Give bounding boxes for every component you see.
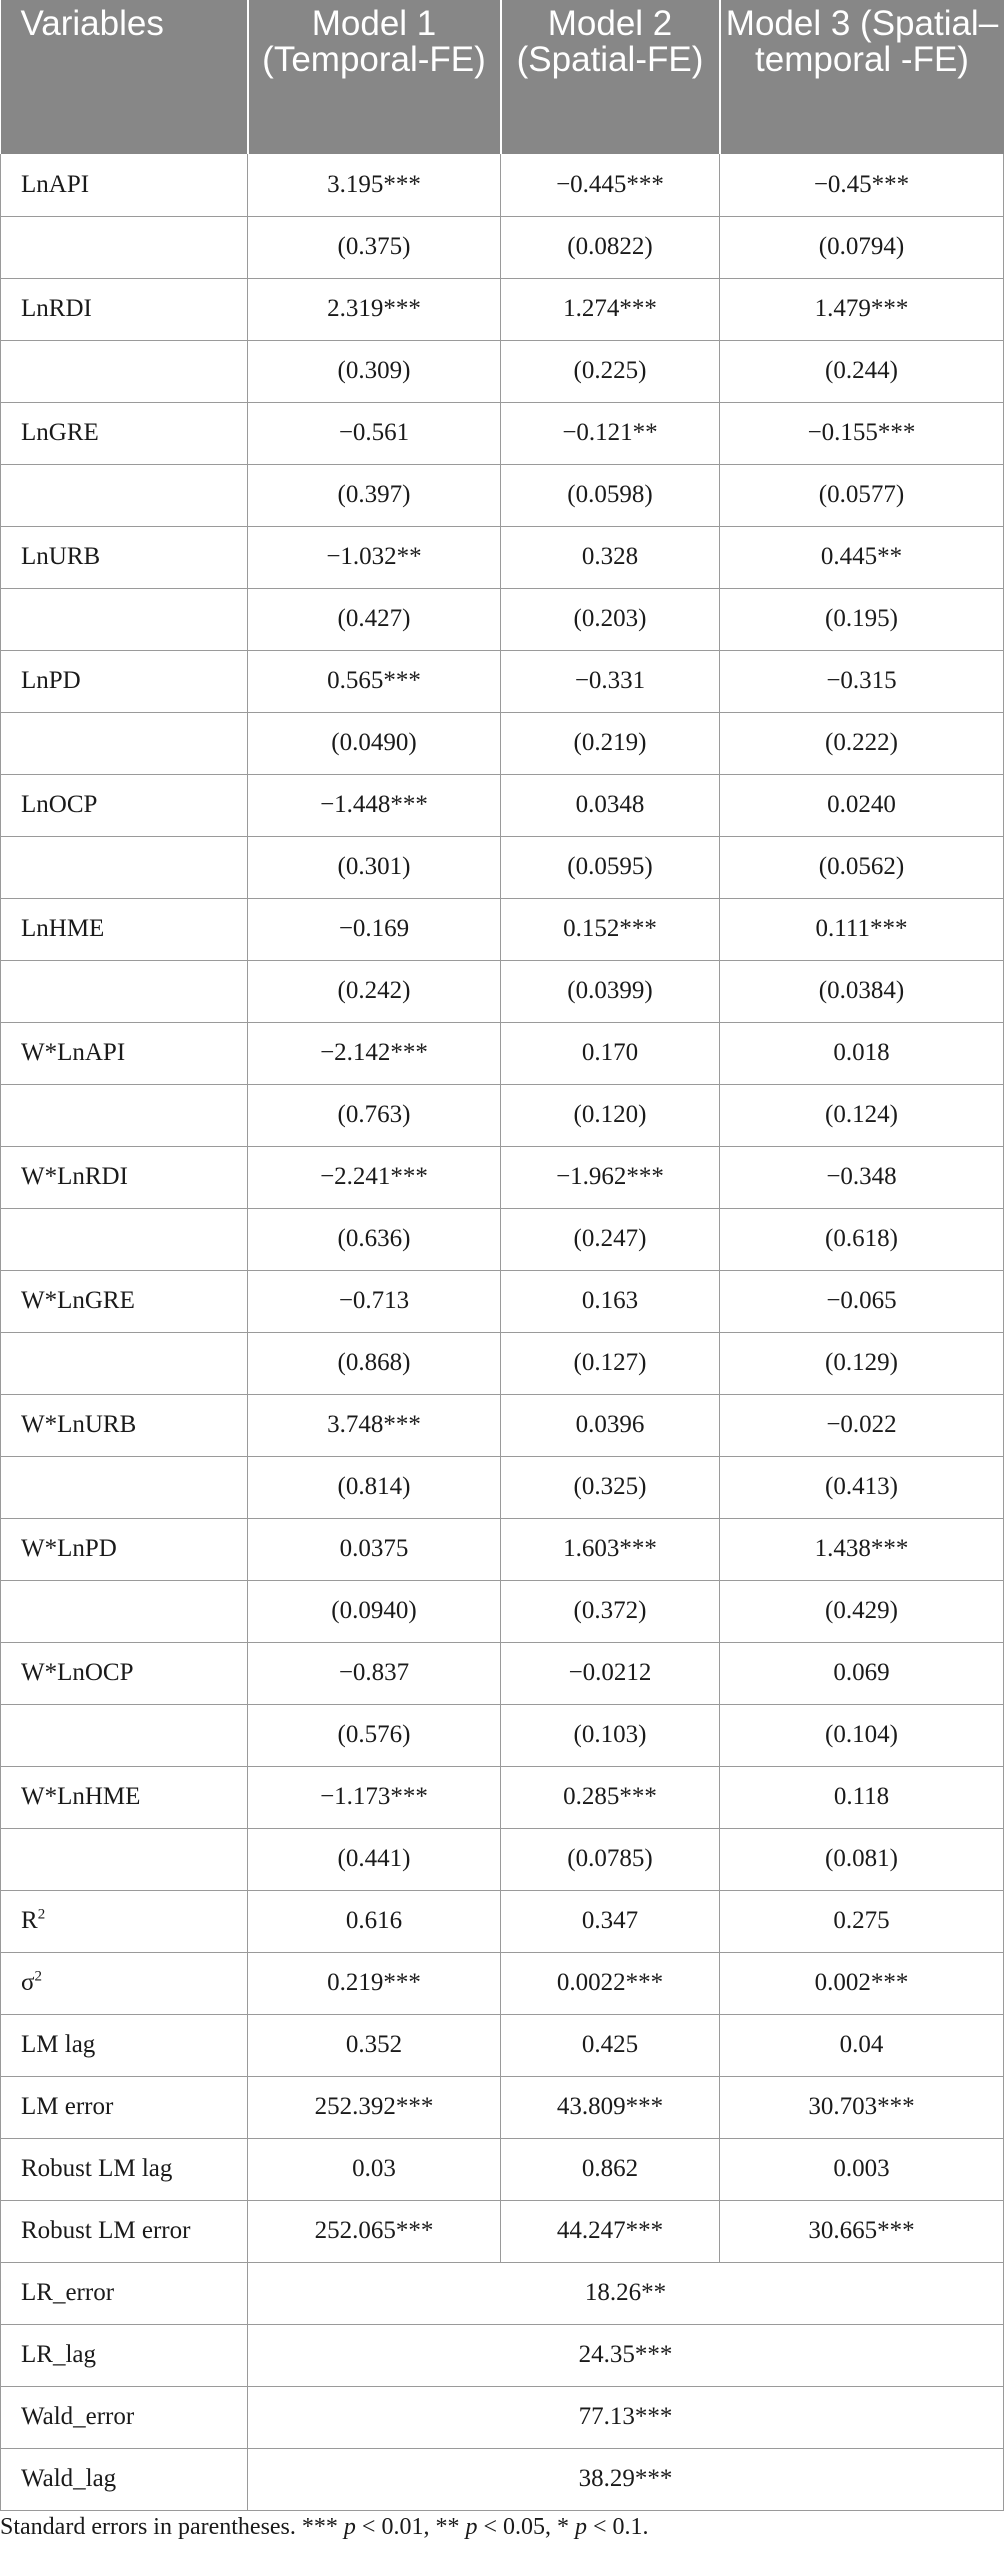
header-model-3: Model 3 (Spatial–temporal -FE) — [720, 0, 1004, 154]
model-1-value: (0.441) — [248, 1828, 501, 1890]
header-row — [1, 0, 1004, 154]
model-3-value: 1.438*** — [720, 1518, 1004, 1580]
model-1-value: 3.748*** — [248, 1394, 501, 1456]
model-1-value: −0.837 — [248, 1642, 501, 1704]
model-1-value: (0.0940) — [248, 1580, 501, 1642]
model-3-value: −0.155*** — [720, 402, 1004, 464]
table-row — [1, 402, 1004, 464]
table-row — [1, 836, 1004, 898]
test-row — [1, 2448, 1004, 2510]
model-2-value: (0.372) — [501, 1580, 720, 1642]
table-row — [1, 1890, 1004, 1952]
table-row — [1, 1952, 1004, 2014]
model-2-value: −1.962*** — [501, 1146, 720, 1208]
table-row — [1, 2200, 1004, 2262]
table-row — [1, 278, 1004, 340]
footnote-p-1: p — [343, 2514, 356, 2540]
model-1-value: (0.868) — [248, 1332, 501, 1394]
test-row — [1, 2386, 1004, 2448]
model-1-value: −0.561 — [248, 402, 501, 464]
table-row — [1, 2014, 1004, 2076]
row-label — [1, 1022, 248, 1084]
model-3-value: (0.104) — [720, 1704, 1004, 1766]
header-variables: Variables — [1, 0, 248, 154]
row-label — [1, 650, 248, 712]
model-1-value: 252.065*** — [248, 2200, 501, 2262]
model-3-value: (0.429) — [720, 1580, 1004, 1642]
model-3-value: (0.081) — [720, 1828, 1004, 1890]
model-3-value: −0.315 — [720, 650, 1004, 712]
model-3-value: (0.0577) — [720, 464, 1004, 526]
test-value: 38.29*** — [248, 2448, 1004, 2510]
model-2-value: 1.274*** — [501, 278, 720, 340]
model-2-value: 0.0396 — [501, 1394, 720, 1456]
table-row — [1, 1456, 1004, 1518]
row-label-text: σ — [21, 1969, 35, 1996]
row-label — [1, 1642, 248, 1704]
model-1-value: −0.713 — [248, 1270, 501, 1332]
row-label-text: LM error — [21, 2093, 114, 2120]
table-row — [1, 526, 1004, 588]
model-1-value: 0.565*** — [248, 650, 501, 712]
model-1-value: (0.309) — [248, 340, 501, 402]
row-label-text: LM lag — [21, 2031, 96, 2058]
row-label — [1, 1952, 248, 2014]
model-1-value: (0.301) — [248, 836, 501, 898]
model-2-value: −0.445*** — [501, 154, 720, 216]
row-label-superscript: 2 — [37, 1906, 46, 1923]
model-3-value: 0.069 — [720, 1642, 1004, 1704]
model-1-value: (0.576) — [248, 1704, 501, 1766]
row-label-text: Robust LM error — [21, 2217, 191, 2244]
row-label — [1, 1580, 248, 1642]
row-label-text: LnRDI — [21, 295, 92, 322]
model-1-value: −1.032** — [248, 526, 501, 588]
row-label — [1, 836, 248, 898]
row-label-text: W*LnURB — [21, 1411, 137, 1438]
row-label — [1, 1208, 248, 1270]
footnote-text-3: < 0.05, * — [477, 2514, 575, 2540]
model-1-value: −1.173*** — [248, 1766, 501, 1828]
table-body — [1, 154, 1004, 2510]
model-1-value: (0.636) — [248, 1208, 501, 1270]
model-2-value: (0.120) — [501, 1084, 720, 1146]
model-2-value: (0.325) — [501, 1456, 720, 1518]
table-row — [1, 1394, 1004, 1456]
model-3-value: 0.275 — [720, 1890, 1004, 1952]
row-label-superscript: 2 — [34, 1968, 42, 1985]
test-label: LR_lag — [1, 2324, 248, 2386]
table-row — [1, 340, 1004, 402]
table-row — [1, 650, 1004, 712]
model-1-value: 3.195*** — [248, 154, 501, 216]
model-3-value: (0.129) — [720, 1332, 1004, 1394]
model-2-value: −0.0212 — [501, 1642, 720, 1704]
model-2-value: 0.163 — [501, 1270, 720, 1332]
model-3-value: 0.118 — [720, 1766, 1004, 1828]
row-label — [1, 2200, 248, 2262]
table-row — [1, 898, 1004, 960]
model-2-value: 0.425 — [501, 2014, 720, 2076]
model-3-value: (0.618) — [720, 1208, 1004, 1270]
footnote-text-1: Standard errors in parentheses. *** — [0, 2514, 344, 2540]
table-row — [1, 2138, 1004, 2200]
model-3-value: (0.0794) — [720, 216, 1004, 278]
row-label — [1, 1890, 248, 1952]
row-label — [1, 774, 248, 836]
row-label-text: W*LnPD — [21, 1535, 117, 1562]
table-row — [1, 2076, 1004, 2138]
model-2-value: 0.0022*** — [501, 1952, 720, 2014]
model-2-value: −0.121** — [501, 402, 720, 464]
table-row — [1, 1084, 1004, 1146]
model-3-value: (0.222) — [720, 712, 1004, 774]
row-label-text: LnGRE — [21, 419, 99, 446]
row-label — [1, 898, 248, 960]
row-label — [1, 1332, 248, 1394]
model-2-value: −0.331 — [501, 650, 720, 712]
test-value: 24.35*** — [248, 2324, 1004, 2386]
table-row — [1, 588, 1004, 650]
row-label — [1, 1704, 248, 1766]
row-label — [1, 526, 248, 588]
model-3-value: −0.348 — [720, 1146, 1004, 1208]
model-1-value: (0.763) — [248, 1084, 501, 1146]
model-3-value: 30.703*** — [720, 2076, 1004, 2138]
footnote-text-4: < 0.1. — [587, 2514, 649, 2540]
test-row — [1, 2324, 1004, 2386]
row-label-text: Robust LM lag — [21, 2155, 173, 2182]
table-row — [1, 1518, 1004, 1580]
model-3-value: −0.022 — [720, 1394, 1004, 1456]
test-label: Wald_error — [1, 2386, 248, 2448]
row-label — [1, 340, 248, 402]
header-model-1: Model 1 (Temporal-FE) — [248, 0, 501, 154]
model-1-value: (0.814) — [248, 1456, 501, 1518]
header-model-2: Model 2 (Spatial-FE) — [501, 0, 720, 154]
row-label-text: W*LnGRE — [21, 1287, 135, 1314]
table-row — [1, 1270, 1004, 1332]
row-label-text: W*LnOCP — [21, 1659, 134, 1686]
model-3-value: 0.002*** — [720, 1952, 1004, 2014]
row-label — [1, 960, 248, 1022]
model-1-value: 0.352 — [248, 2014, 501, 2076]
row-label-text: W*LnRDI — [21, 1163, 128, 1190]
table-row — [1, 1766, 1004, 1828]
model-2-value: (0.0822) — [501, 216, 720, 278]
model-2-value: (0.219) — [501, 712, 720, 774]
model-2-value: (0.0399) — [501, 960, 720, 1022]
model-1-value: 0.0375 — [248, 1518, 501, 1580]
row-label-text: LnAPI — [21, 170, 90, 198]
model-3-value: −0.065 — [720, 1270, 1004, 1332]
row-label — [1, 1766, 248, 1828]
row-label — [1, 154, 248, 216]
row-label-text: LnOCP — [21, 791, 98, 818]
model-3-value: 0.111*** — [720, 898, 1004, 960]
model-2-value: 0.0348 — [501, 774, 720, 836]
model-3-value: (0.244) — [720, 340, 1004, 402]
test-value: 18.26** — [248, 2262, 1004, 2324]
model-3-value: 1.479*** — [720, 278, 1004, 340]
row-label — [1, 216, 248, 278]
model-1-value: 0.616 — [248, 1890, 501, 1952]
model-3-value: 0.018 — [720, 1022, 1004, 1084]
row-label — [1, 1828, 248, 1890]
model-1-value: −2.241*** — [248, 1146, 501, 1208]
model-1-value: (0.242) — [248, 960, 501, 1022]
table-row — [1, 154, 1004, 216]
model-1-value: 0.219*** — [248, 1952, 501, 2014]
row-label — [1, 1270, 248, 1332]
table-row — [1, 1022, 1004, 1084]
model-1-value: −1.448*** — [248, 774, 501, 836]
model-2-value: 0.862 — [501, 2138, 720, 2200]
model-2-value: (0.127) — [501, 1332, 720, 1394]
model-2-value: (0.0598) — [501, 464, 720, 526]
test-label: LR_error — [1, 2262, 248, 2324]
model-3-value: (0.124) — [720, 1084, 1004, 1146]
model-2-value: 0.328 — [501, 526, 720, 588]
model-2-value: 1.603*** — [501, 1518, 720, 1580]
row-label-text: LnURB — [21, 543, 101, 570]
model-3-value: 0.445** — [720, 526, 1004, 588]
table-row — [1, 712, 1004, 774]
model-1-value: (0.397) — [248, 464, 501, 526]
model-3-value: (0.0562) — [720, 836, 1004, 898]
model-1-value: (0.375) — [248, 216, 501, 278]
row-label — [1, 588, 248, 650]
model-2-value: (0.225) — [501, 340, 720, 402]
model-3-value: 0.04 — [720, 2014, 1004, 2076]
table-row — [1, 1828, 1004, 1890]
model-2-value: (0.247) — [501, 1208, 720, 1270]
table-row — [1, 960, 1004, 1022]
table-row — [1, 1704, 1004, 1766]
model-2-value: (0.0595) — [501, 836, 720, 898]
footnote-p-3: p — [575, 2514, 587, 2540]
test-value: 77.13*** — [248, 2386, 1004, 2448]
model-2-value: 0.347 — [501, 1890, 720, 1952]
model-3-value: (0.0384) — [720, 960, 1004, 1022]
footnote-p-2: p — [465, 2514, 478, 2540]
table-row — [1, 1146, 1004, 1208]
model-1-value: 2.319*** — [248, 278, 501, 340]
table-row — [1, 1332, 1004, 1394]
row-label — [1, 1518, 248, 1580]
model-1-value: (0.427) — [248, 588, 501, 650]
model-2-value: 0.170 — [501, 1022, 720, 1084]
model-3-value: 0.0240 — [720, 774, 1004, 836]
row-label — [1, 2076, 248, 2138]
table-row — [1, 1580, 1004, 1642]
model-2-value: 43.809*** — [501, 2076, 720, 2138]
model-3-value: (0.413) — [720, 1456, 1004, 1518]
table-footnote — [0, 2514, 1004, 2541]
row-label — [1, 402, 248, 464]
model-2-value: (0.0785) — [501, 1828, 720, 1890]
model-3-value: 30.665*** — [720, 2200, 1004, 2262]
row-label-text: LnHME — [21, 915, 105, 942]
table-row — [1, 1642, 1004, 1704]
model-1-value: (0.0490) — [248, 712, 501, 774]
model-1-value: 0.03 — [248, 2138, 501, 2200]
model-1-value: 252.392*** — [248, 2076, 501, 2138]
row-label — [1, 1084, 248, 1146]
model-2-value: 44.247*** — [501, 2200, 720, 2262]
row-label — [1, 712, 248, 774]
model-2-value: 0.152*** — [501, 898, 720, 960]
row-label-text: W*LnAPI — [21, 1039, 126, 1066]
row-label — [1, 2138, 248, 2200]
test-row — [1, 2262, 1004, 2324]
table-row — [1, 1208, 1004, 1270]
row-label — [1, 278, 248, 340]
model-2-value: 0.285*** — [501, 1766, 720, 1828]
row-label — [1, 1146, 248, 1208]
model-3-value: 0.003 — [720, 2138, 1004, 2200]
footnote-text-2: < 0.01, ** — [355, 2514, 466, 2540]
model-1-value: −2.142*** — [248, 1022, 501, 1084]
row-label — [1, 2014, 248, 2076]
row-label-text: W*LnHME — [21, 1783, 141, 1810]
table-row — [1, 464, 1004, 526]
row-label-text: R — [21, 1907, 38, 1934]
model-1-value: −0.169 — [248, 898, 501, 960]
row-label — [1, 464, 248, 526]
row-label — [1, 1456, 248, 1518]
row-label — [1, 1394, 248, 1456]
model-3-value: −0.45*** — [720, 154, 1004, 216]
model-2-value: (0.103) — [501, 1704, 720, 1766]
row-label-text: LnPD — [21, 667, 81, 694]
test-label: Wald_lag — [1, 2448, 248, 2510]
model-3-value: (0.195) — [720, 588, 1004, 650]
table-row — [1, 774, 1004, 836]
table-row — [1, 216, 1004, 278]
model-2-value: (0.203) — [501, 588, 720, 650]
